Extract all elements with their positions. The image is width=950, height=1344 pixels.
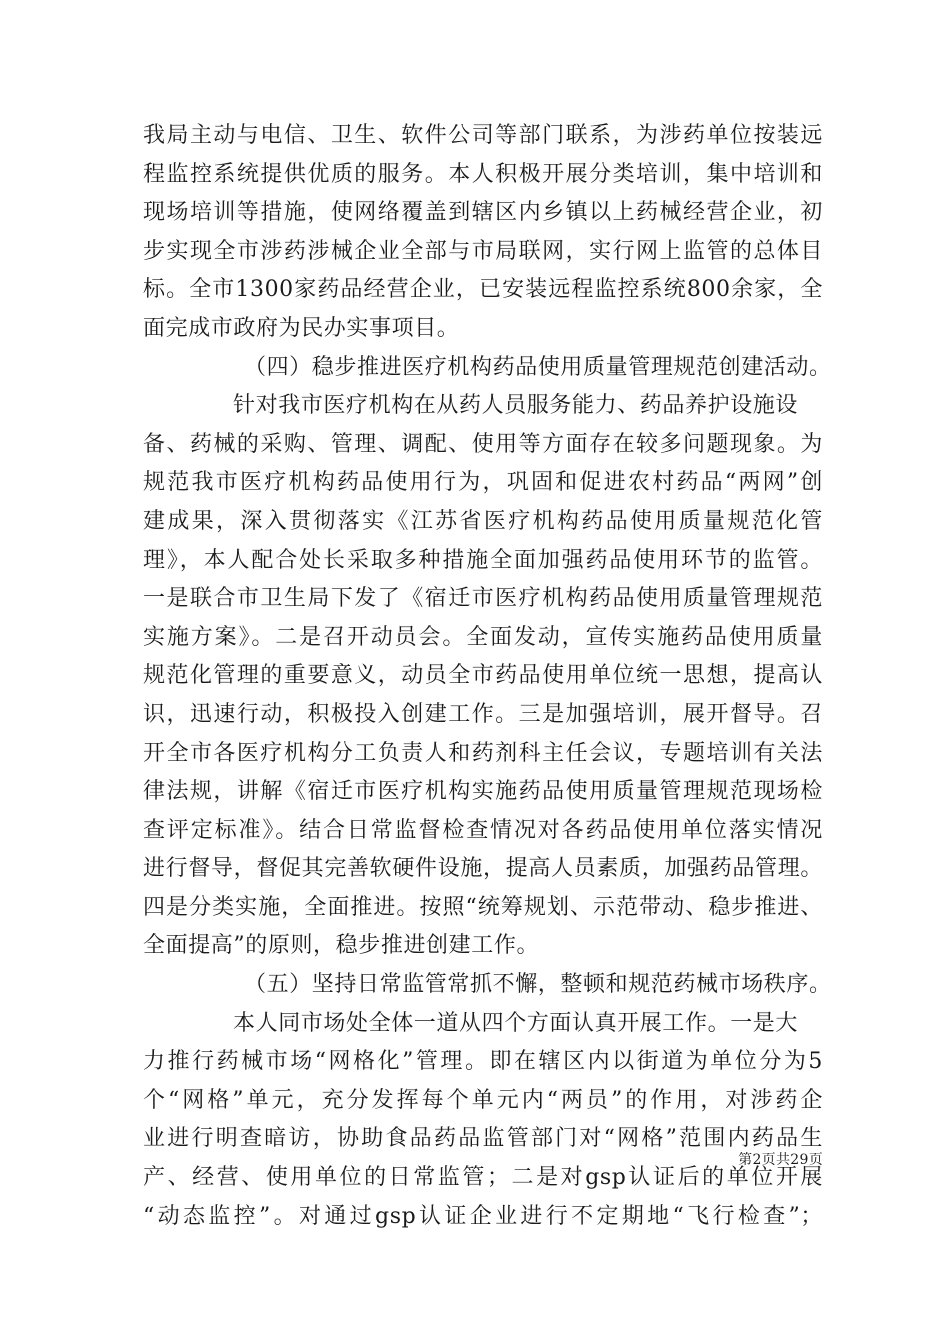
paragraph-line: 我局主动与电信、卫生、软件公司等部门联系，为涉药单位按装远	[143, 123, 823, 148]
paragraph-line: 识，迅速行动，积极投入创建工作。三是加强培训，展开督导。召	[143, 701, 823, 727]
paragraph-line: 进行督导，督促其完善软硬件设施，提高人员素质，加强药品管理。	[143, 856, 823, 882]
paragraph-line: 针对我市医疗机构在从药人员服务能力、药品养护设施设	[233, 393, 799, 419]
paragraph-line: 建成果，深入贯彻落实《江苏省医疗机构药品使用质量规范化管	[143, 508, 823, 534]
section-heading: （四）稳步推进医疗机构药品使用质量管理规范创建活动。	[244, 354, 832, 380]
paragraph-line: 产、经营、使用单位的日常监管；二是对gsp认证后的单位开展	[143, 1165, 823, 1191]
paragraph-line: 业进行明查暗访，协助食品药品监管部门对“网格”范围内药品生	[143, 1126, 823, 1152]
paragraph-line: 本人同市场处全体一道从四个方面认真开展工作。一是大	[233, 1010, 799, 1036]
paragraph-line: 理》，本人配合处长采取多种措施全面加强药品使用环节的监管。	[143, 547, 823, 573]
paragraph-line: 步实现全市涉药涉械企业全部与市局联网，实行网上监管的总体目	[143, 238, 823, 264]
paragraph-line: 实施方案》。二是召开动员会。全面发动，宣传实施药品使用质量	[143, 624, 823, 650]
paragraph-line: 力推行药械市场“网格化”管理。即在辖区内以街道为单位分为5	[143, 1049, 823, 1075]
paragraph-line: 查评定标准》。结合日常监督检查情况对各药品使用单位落实情况	[143, 817, 823, 843]
paragraph-line: “动态监控”。对通过gsp认证企业进行不定期地“飞行检查”；	[143, 1203, 823, 1229]
page-footer: 第2页共29页	[738, 1152, 823, 1168]
paragraph-line: 开全市各医疗机构分工负责人和药剂科主任会议，专题培训有关法	[143, 740, 823, 766]
paragraph-line: 现场培训等措施，使网络覆盖到辖区内乡镇以上药械经营企业，初	[143, 200, 823, 226]
paragraph-line: 规范我市医疗机构药品使用行为，巩固和促进农村药品“两网”创	[143, 470, 823, 496]
paragraph-line: 全面提高”的原则，稳步推进创建工作。	[143, 933, 540, 959]
paragraph-line: 律法规，讲解《宿迁市医疗机构实施药品使用质量管理规范现场检	[143, 779, 823, 805]
section-heading: （五）坚持日常监管常抓不懈，整顿和规范药械市场秩序。	[244, 972, 832, 998]
paragraph-line: 四是分类实施，全面推进。按照“统筹规划、示范带动、稳步推进、	[143, 894, 823, 920]
document-page	[143, 117, 832, 1236]
paragraph-line: 程监控系统提供优质的服务。本人积极开展分类培训，集中培训和	[143, 161, 823, 187]
paragraph-line: 面完成市政府为民办实事项目。	[143, 315, 460, 341]
paragraph-line: 一是联合市卫生局下发了《宿迁市医疗机构药品使用质量管理规范	[143, 586, 823, 612]
paragraph-line: 标。全市1300家药品经营企业，已安装远程监控系统800余家，全	[143, 277, 823, 303]
paragraph-line: 规范化管理的重要意义，动员全市药品使用单位统一思想，提高认	[143, 663, 823, 689]
paragraph-line: 个“网格”单元，充分发挥每个单元内“两员”的作用，对涉药企	[143, 1087, 823, 1113]
paragraph-line: 备、药械的采购、管理、调配、使用等方面存在较多问题现象。为	[143, 431, 823, 457]
body-text	[143, 117, 832, 1236]
